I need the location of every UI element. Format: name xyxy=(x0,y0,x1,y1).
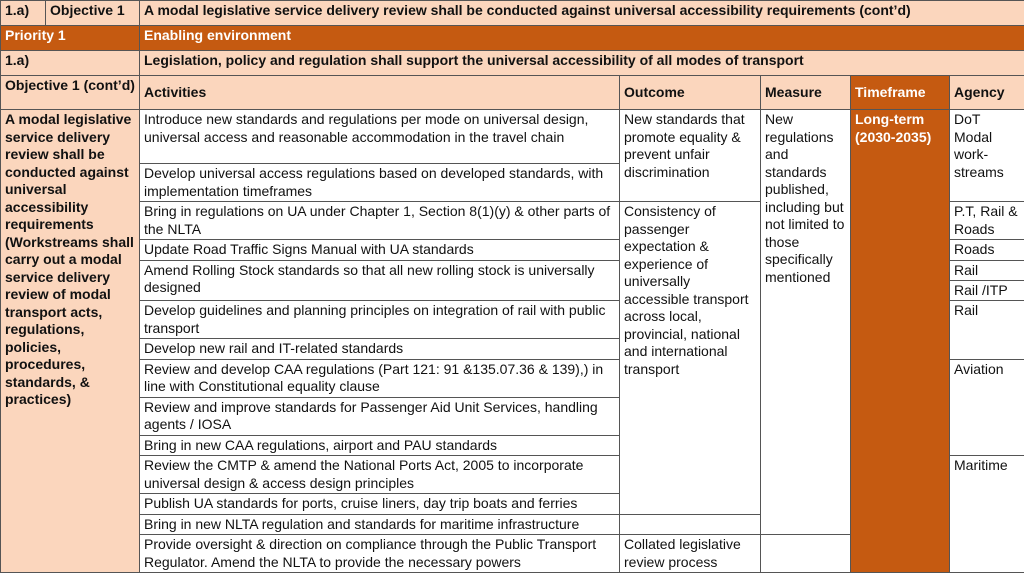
activity-row: Publish UA standards for ports, cruise liners, day trip boats and ferries xyxy=(140,494,620,515)
activity-row: Review and develop CAA regulations (Part 121: 91 &135.07.36 & 139),) in line with Constitutional equality clause xyxy=(140,359,620,397)
agency-cell: DoT Modal work-streams xyxy=(950,110,1024,202)
priority-label: Priority 1 xyxy=(1,26,140,51)
header-id: 1.a) xyxy=(1,1,46,26)
activity-row: Provide oversight & direction on compliance through the Public Transport Regulator. Amend the NLTA to provide the necessary powers xyxy=(140,535,620,573)
timeframe-cell: Long-term (2030-2035) xyxy=(851,110,950,573)
header-objective-title: A modal legislative service delivery review shall be conducted against universal accessibility requirements (cont’d) xyxy=(140,1,1024,26)
col-objective-header: Objective 1 (cont’d) xyxy=(1,76,140,110)
col-timeframe-header: Timeframe xyxy=(851,76,950,110)
activity-row: Review and improve standards for Passenger Aid Unit Services, handling agents / IOSA xyxy=(140,397,620,435)
sub-statement: Legislation, policy and regulation shall support the universal accessibility of all modes of transport xyxy=(140,51,1024,76)
measure-cell: New regulations and standards published, including but not limited to those specifically mentioned xyxy=(761,110,851,535)
objective-text: A modal legislative service delivery review shall be conducted against universal accessibility requirements (Workstreams shall carry out a modal service delivery review of modal transport acts, regulations, policies, procedures, standards, & practices) xyxy=(1,110,140,573)
agency-cell: P.T, Rail & Roads xyxy=(950,202,1024,240)
col-outcome-header: Outcome xyxy=(620,76,761,110)
activity-row: Bring in new NLTA regulation and standards for maritime infrastructure xyxy=(140,514,620,535)
col-measure-header: Measure xyxy=(761,76,851,110)
agency-rail-itp: Rail /ITP xyxy=(954,281,1008,298)
measure-cell-empty xyxy=(761,535,851,573)
activity-row: Introduce new standards and regulations per mode on universal design, universal access and reasonable accommodation in the travel chain xyxy=(140,110,620,164)
outcome-cell: Collated legislative review process xyxy=(620,535,761,573)
activity-row: Review the CMTP & amend the National Ports Act, 2005 to incorporate universal design & access design principles xyxy=(140,456,620,494)
activity-row: Update Road Traffic Signs Manual with UA standards xyxy=(140,240,620,261)
col-agency-header: Agency xyxy=(950,76,1024,110)
activity-row: Develop guidelines and planning principles on integration of rail with public transport xyxy=(140,301,620,339)
outcome-cell: Consistency of passenger expectation & experience of universally accessible transport across local, provincial, national and international transport xyxy=(620,202,761,515)
header-objective-label: Objective 1 xyxy=(46,1,140,26)
activity-row: Develop new rail and IT-related standards xyxy=(140,339,620,360)
sub-id: 1.a) xyxy=(1,51,140,76)
agency-cell: Roads xyxy=(950,240,1024,261)
activity-row: Develop universal access regulations based on developed standards, with implementation timeframes xyxy=(140,164,620,202)
activity-row: Bring in new CAA regulations, airport and PAU standards xyxy=(140,435,620,456)
agency-cell xyxy=(950,260,1024,301)
priority-value: Enabling environment xyxy=(140,26,1024,51)
agency-cell: Aviation xyxy=(950,359,1024,456)
agency-cell: Maritime xyxy=(950,456,1024,573)
col-activities-header: Activities xyxy=(140,76,620,110)
activity-row: Amend Rolling Stock standards so that all new rolling stock is universally designed xyxy=(140,260,620,301)
agency-cell: Rail xyxy=(950,301,1024,360)
outcome-cell: New standards that promote equality & prevent unfair discrimination xyxy=(620,110,761,202)
agency-rail: Rail xyxy=(950,261,1024,281)
activity-row: Bring in regulations on UA under Chapter 1, Section 8(1)(y) & other parts of the NLTA xyxy=(140,202,620,240)
